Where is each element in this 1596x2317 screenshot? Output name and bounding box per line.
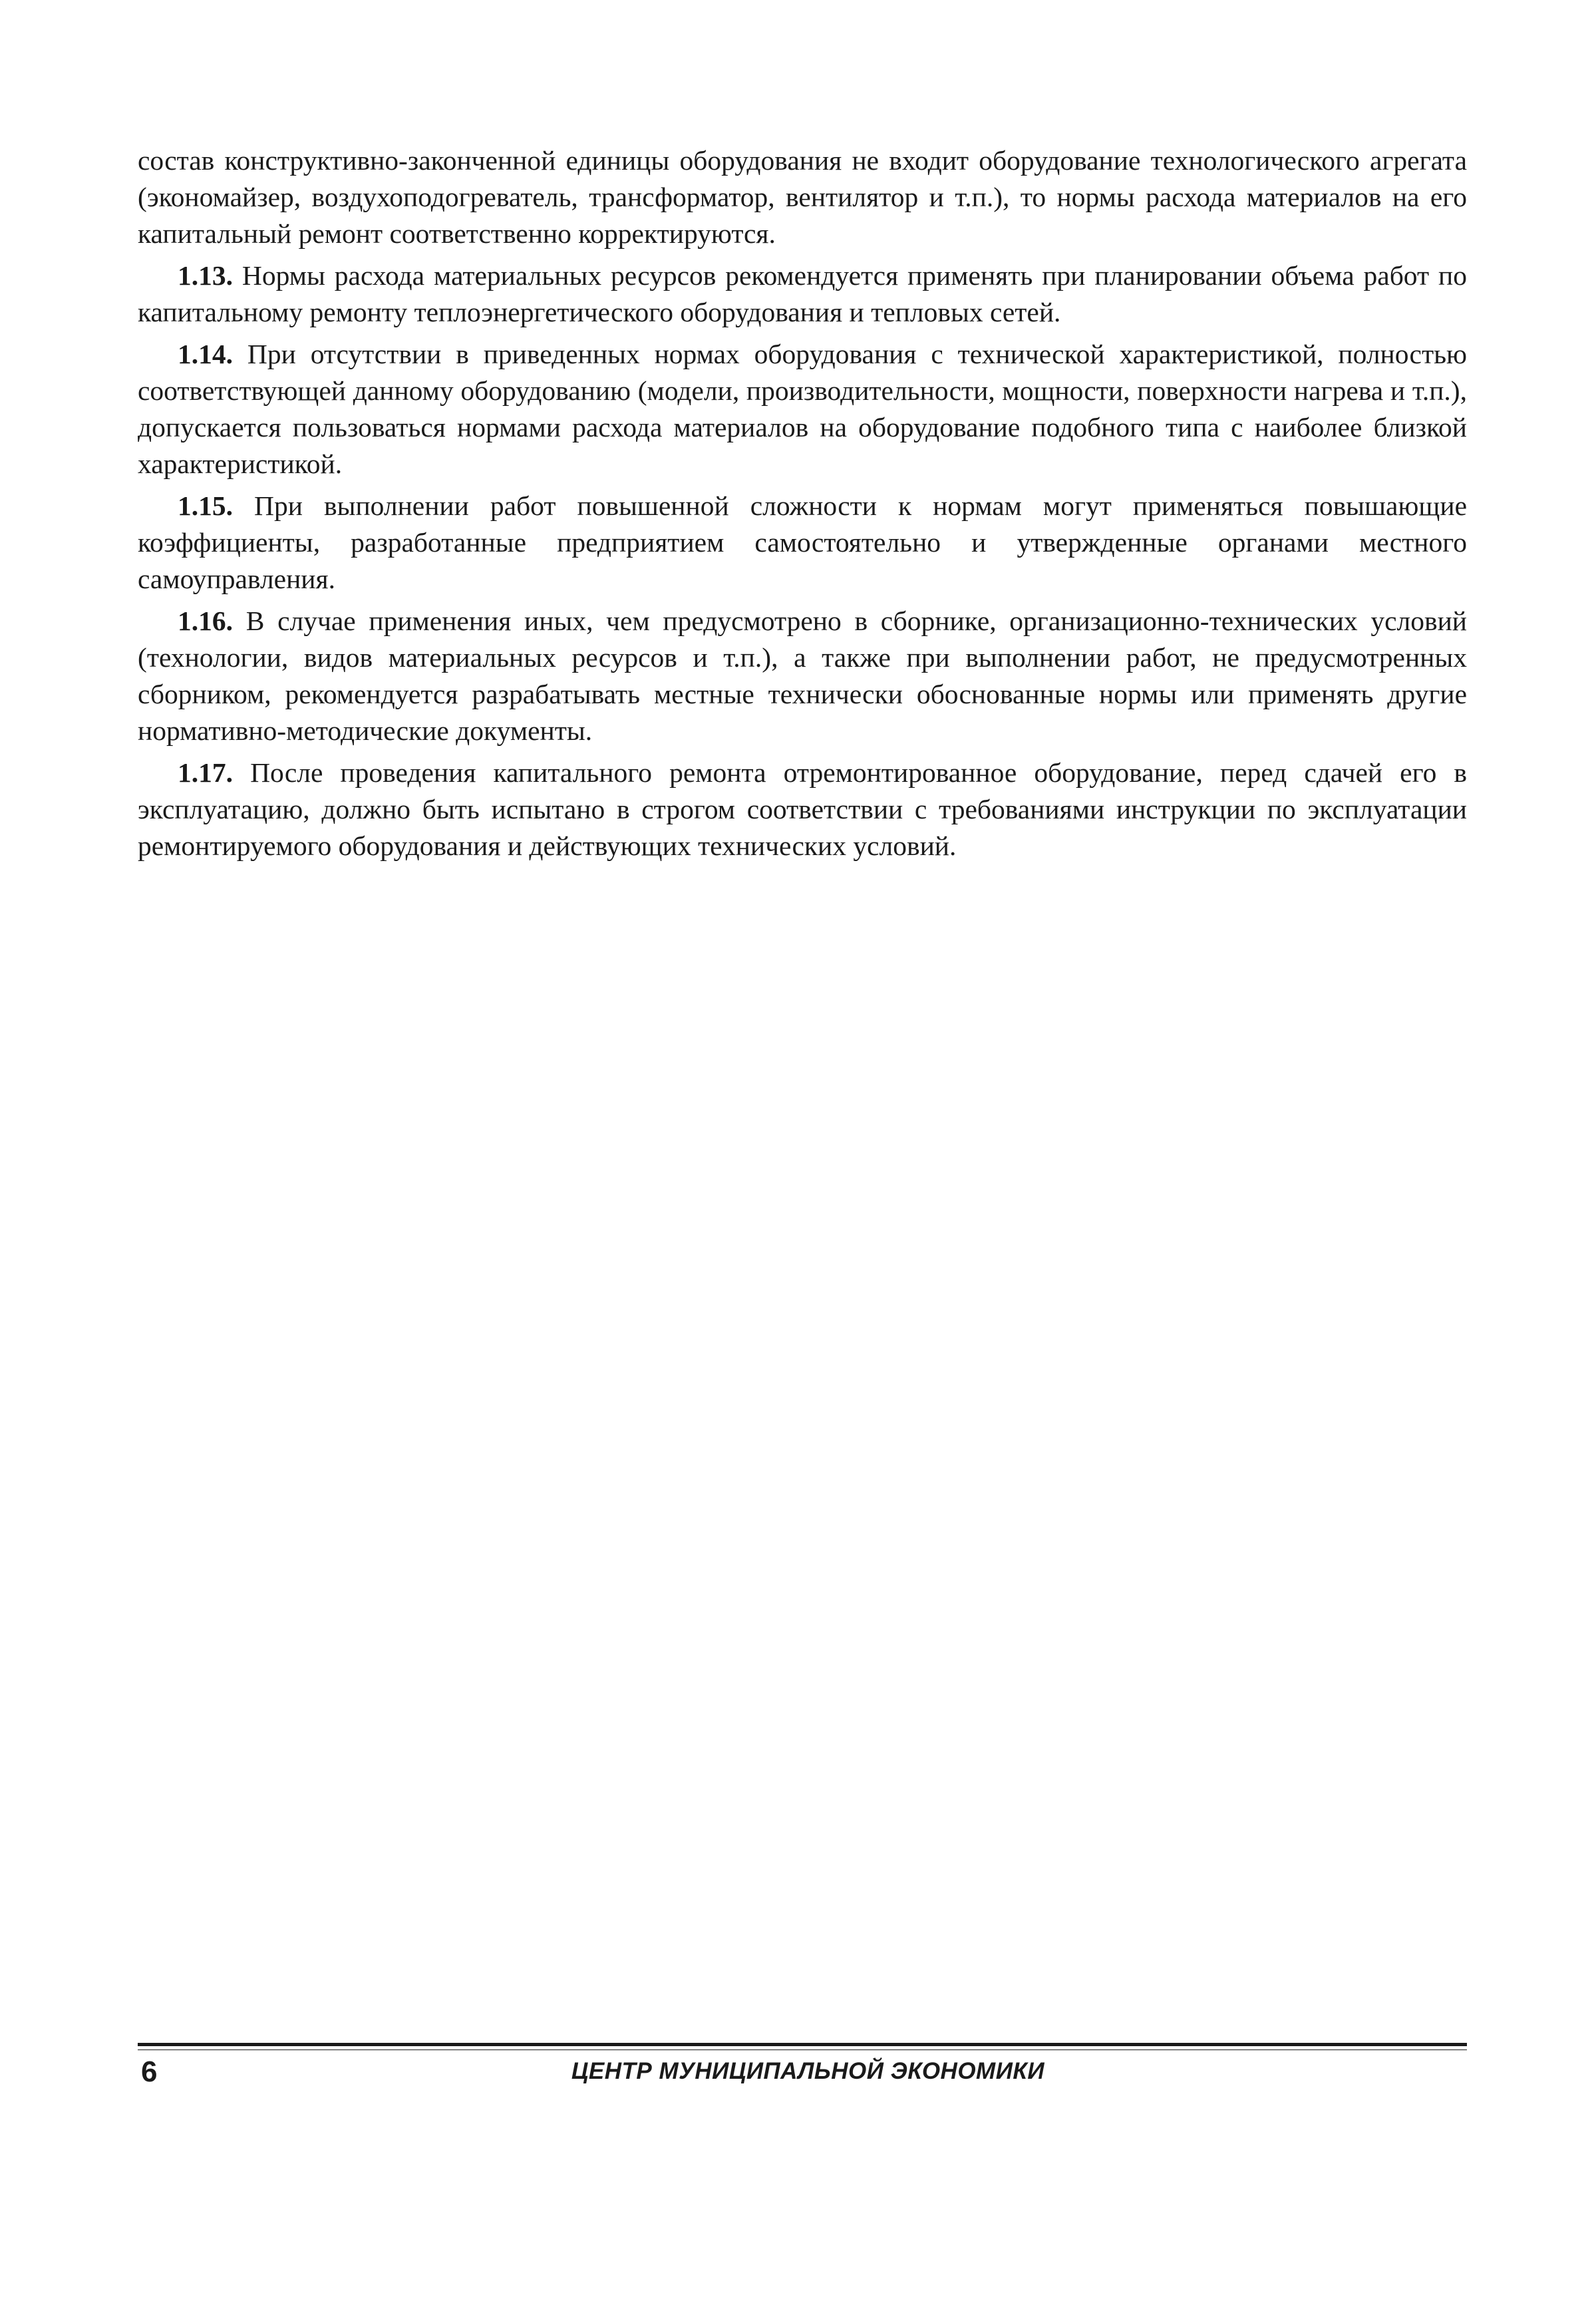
- paragraph-number: 1.14.: [178, 339, 233, 369]
- publisher-footer: ЦЕНТР МУНИЦИПАЛЬНОЙ ЭКОНОМИКИ: [571, 2058, 1045, 2084]
- intro-paragraph-text: состав конструктивно-законченной единицы оборудования не входит оборудование технологического агрегата (экономайзер, воздухоподогреватель, трансформатор, вентилятор и т.п.), то нормы расхода материалов на его капитальный ремонт соответственно корректируются.: [138, 145, 1467, 249]
- paragraph-number: 1.13.: [178, 260, 233, 291]
- paragraph-number: 1.17.: [178, 757, 233, 788]
- paragraph-1-17: [138, 755, 1467, 864]
- footer-divider: [138, 2043, 1467, 2046]
- body-text: [138, 142, 1467, 870]
- paragraph-text: В случае применения иных, чем предусмотрено в сборнике, организационно-технических условий (технологии, видов материальных ресурсов и т.п.), а также при выполнении работ, не предусмотренных сборником, рекомендуется разрабатывать местные технически обоснованные нормы или применять другие нормативно-методические документы.: [138, 606, 1468, 746]
- paragraph-1-16: [138, 603, 1467, 749]
- intro-paragraph: [138, 142, 1467, 252]
- page-number: 6: [141, 2055, 158, 2088]
- paragraph-1-15: [138, 488, 1467, 598]
- paragraph-text: При выполнении работ повышенной сложности к нормам могут применяться повышающие коэффициенты, разработанные предприятием самостоятельно и утвержденные органами местного самоуправления.: [138, 490, 1468, 594]
- paragraph-text: После проведения капитального ремонта отремонтированное оборудование, перед сдачей его в эксплуатацию, должно быть испытано в строгом соответствии с требованиями инструкции по эксплуатации ремонтируемого оборудования и действующих технических условий.: [138, 757, 1467, 861]
- paragraph-number: 1.16.: [178, 606, 233, 636]
- paragraph-text: Нормы расхода материальных ресурсов рекомендуется применять при планировании объема работ по капитальному ремонту теплоэнергетического оборудования и тепловых сетей.: [138, 260, 1468, 327]
- paragraph-number: 1.15.: [178, 490, 233, 521]
- paragraph-1-13: [138, 258, 1467, 331]
- paragraph-text: При отсутствии в приведенных нормах оборудования с технической характеристикой, полностью соответствующей данному оборудованию (модели, производительности, мощности, поверхности нагрева и т.п.), допускается пользоваться нормами расхода материалов на оборудование подобного типа с наиболее близкой характеристикой.: [138, 339, 1468, 479]
- paragraph-1-14: [138, 336, 1467, 482]
